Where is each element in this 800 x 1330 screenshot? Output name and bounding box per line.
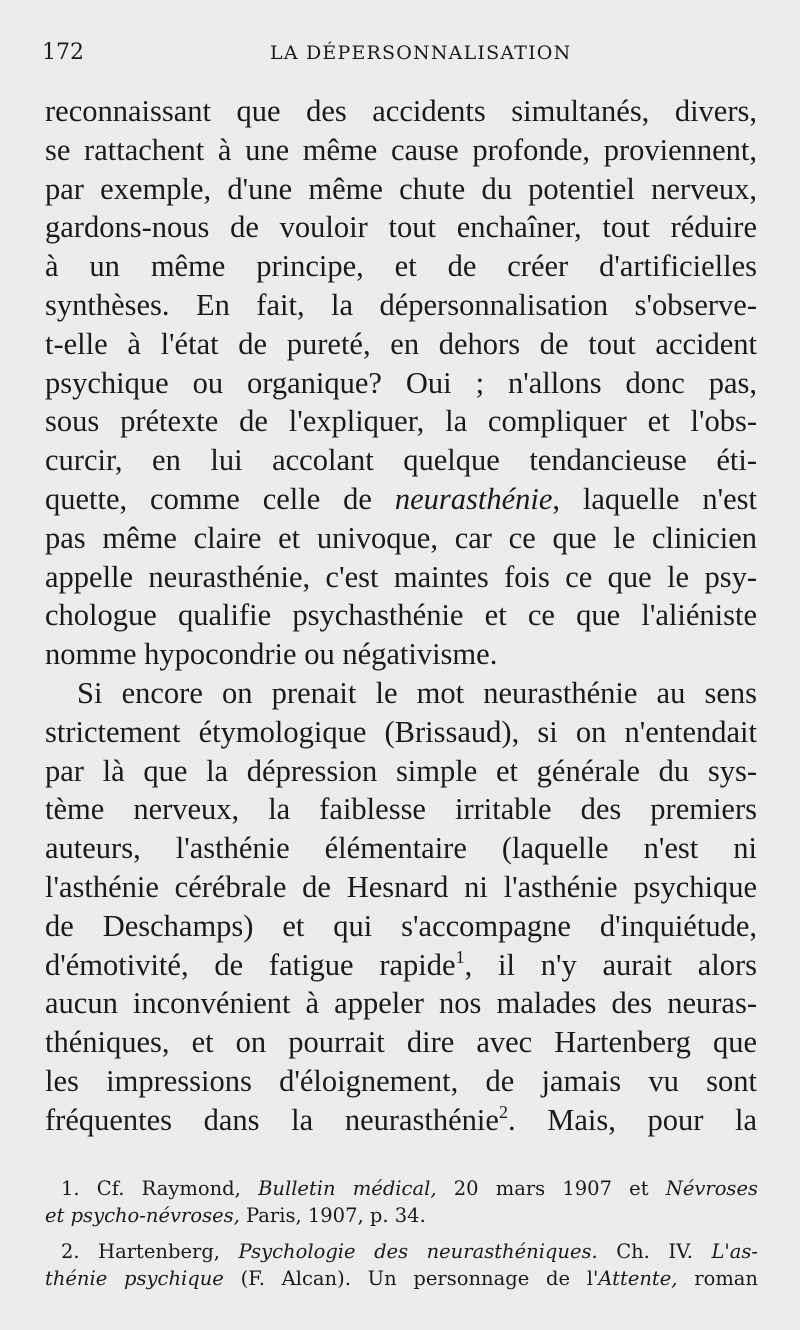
text-line: sous prétexte de l'expliquer, la compliquer et l'obs- [45,404,757,439]
footnote-1-line-1: 1. Cf. Raymond, Bulletin médical, 20 mars 1907 et Névroses [61,1177,758,1200]
paragraph-2 [45,674,757,946]
paragraph-2-mid [45,984,757,1100]
text-line: t-elle à l'état de pureté, en dehors de tout accident [45,326,757,361]
text-line: l'asthénie cérébrale de Hesnard ni l'asthénie psychique [45,869,757,904]
footnote-2-line-2: thénie psychique (F. Alcan). Un personnage de l'Attente, roman [45,1266,758,1290]
text-line: synthèses. En fait, la dépersonnalisation s'observe- [45,287,757,322]
text-line: théniques, et on pourrait dire avec Hartenberg que [45,1025,757,1060]
text-line: à un même principe, et de créer d'artificielles [45,249,757,284]
text-line: curcir, en lui accolant quelque tendancieuse éti- [45,443,757,478]
text-line: psychique ou organique? Oui ; n'allons donc pas, [45,365,757,400]
footnote-1-line-2: et psycho-névroses, Paris, 1907, p. 34. [45,1203,426,1227]
text-line: Si encore on prenait le mot neurasthénie au sens [77,675,757,710]
text-line: gardons-nous de vouloir tout enchaîner, tout réduire [45,210,757,245]
paragraph-1-end [45,519,757,674]
text-line: par exemple, d'une même chute du potentiel nerveux, [45,171,757,206]
text-line: chologue qualifie psychasthénie et ce que l'aliéniste [45,598,757,633]
paragraph-1 [45,92,757,480]
page-header [42,40,762,70]
text-line: quette, comme celle de neurasthénie, laquelle n'est [45,481,757,516]
text-line: strictement étymologique (Brissaud), si on n'entendait [45,714,757,749]
text-line: fréquentes dans la neurasthénie$^2$. Mais, pour la [45,1101,758,1137]
footnotes [45,1176,758,1292]
text-line: de Deschamps) et qui s'accompagne d'inquiétude, [45,908,757,943]
body-text [45,92,757,1140]
text-line: par là que la dépression simple et générale du sys- [45,753,757,788]
italic-term: neurasthénie [394,481,553,516]
text-line: tème nerveux, la faiblesse irritable des premiers [45,792,757,827]
text-line: pas même claire et univoque, car ce que le clinicien [45,520,757,555]
page-number: 172 [42,40,84,65]
text-line: nomme hypocondrie ou négativisme. [45,637,498,672]
text-line: d'émotivité, de fatigue rapide$^1$, il n'y aurait alors [45,946,757,982]
text-line: les impressions d'éloignement, de jamais vu sont [45,1063,757,1098]
text-line: appelle neurasthénie, c'est maintes fois ce que le psy- [45,559,757,594]
text-line: reconnaissant que des accidents simultanés, divers, [45,94,757,128]
text-line: auteurs, l'asthénie élémentaire (laquelle n'est ni [45,831,757,866]
text-line: se rattachent à une même cause profonde, proviennent, [45,132,757,167]
text-line: aucun inconvénient à appeler nos malades des neuras- [45,986,757,1021]
running-head: LA DÉPERSONNALISATION [270,42,572,64]
footnote-ref: 2 [498,1101,508,1122]
footnote-ref: 1 [455,946,465,967]
footnote-gap [45,1229,758,1239]
footnote-2-line-1: 2. Hartenberg, Psychologie des neurasthéniques. Ch. IV. L'as- [61,1240,758,1263]
